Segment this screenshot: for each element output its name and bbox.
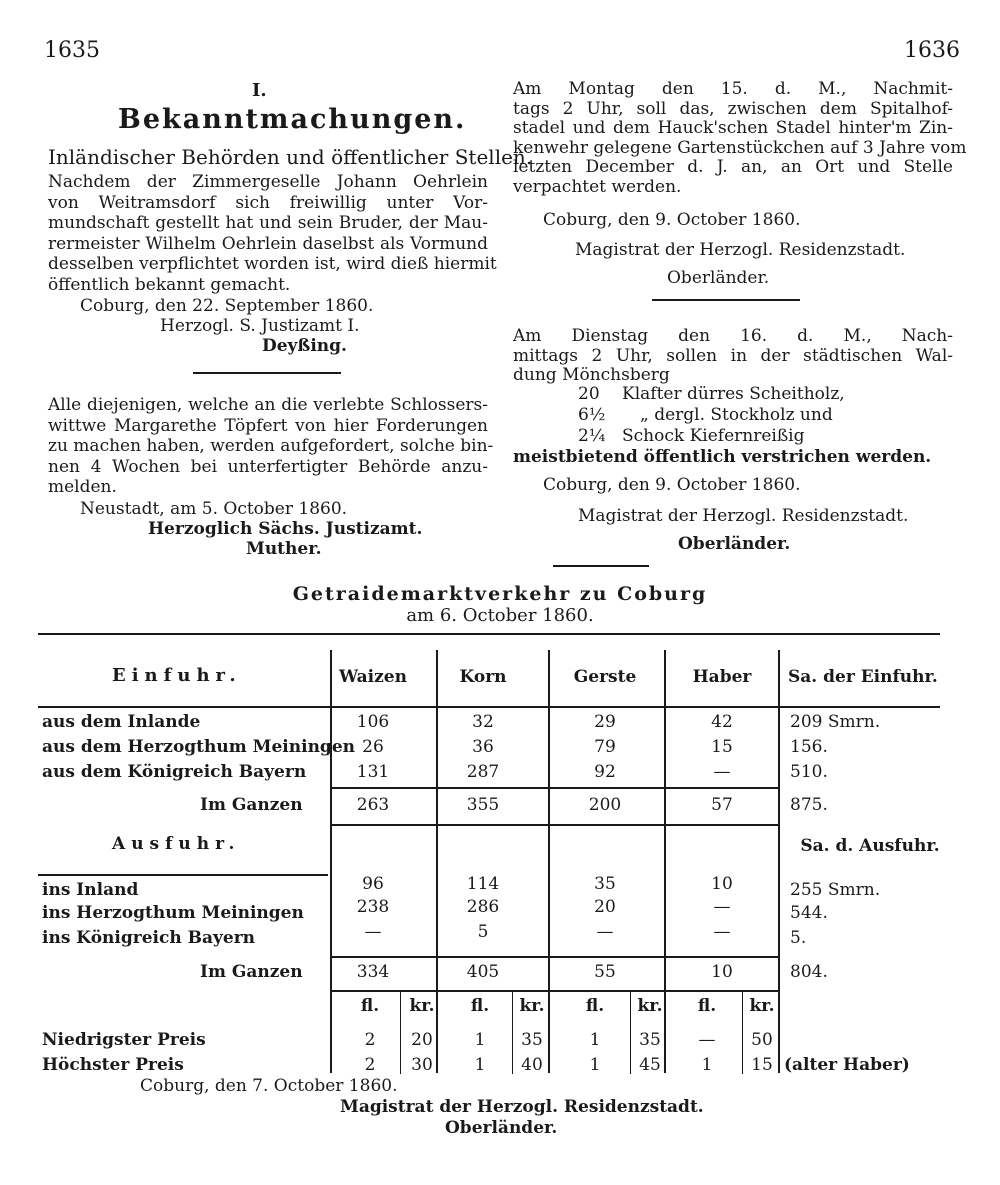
header-c1: Waizen — [339, 667, 407, 687]
table-cell: — — [713, 922, 731, 942]
notice4-place-date: Coburg, den 9. October 1860. — [543, 475, 801, 495]
text-line: mundschaft gestellt hat und sein Bruder, der Mau- — [48, 213, 488, 233]
ausfuhr-bottom-rule — [330, 990, 780, 992]
table-cell: 1 — [701, 1055, 713, 1075]
table-cell: 2 — [364, 1055, 376, 1075]
table-cell: 1 — [589, 1055, 601, 1075]
notice4-authority: Magistrat der Herzogl. Residenzstadt. — [578, 506, 909, 526]
text-line: Am Dienstag den 16. d. M., Nach- — [513, 326, 953, 346]
text-line: wittwe Margarethe Töpfert von hier Forderungen — [48, 415, 488, 436]
table-cell: 510. — [790, 762, 828, 782]
table-cell: 1 — [474, 1030, 486, 1050]
unit-kr: kr. — [749, 996, 775, 1016]
text-line: tags 2 Uhr, soll das, zwischen dem Spitalhof- — [513, 98, 953, 119]
einfuhr-total-label: Im Ganzen — [200, 795, 303, 815]
wood-item-2-qty: 6½ — [578, 405, 606, 425]
section-numeral: I. — [252, 80, 267, 101]
table-row-label: ins Königreich Bayern — [42, 928, 256, 948]
table-cell: 106 — [356, 712, 390, 732]
notice2-signer: Muther. — [246, 539, 322, 559]
section-subtitle: Inländischer Behörden und öffentlicher Stellen. — [48, 145, 533, 169]
market-signer: Oberländer. — [445, 1118, 558, 1138]
table-cell: 50 — [751, 1030, 773, 1050]
header-ausfuhr-sum: Sa. d. Ausfuhr. — [800, 836, 940, 856]
market-date: am 6. October 1860. — [406, 605, 594, 626]
table-cell: 57 — [711, 795, 733, 815]
table-cell: — — [596, 922, 614, 942]
table-cell: 114 — [466, 874, 500, 894]
table-cell: 200 — [588, 795, 622, 815]
table-cell: 355 — [466, 795, 500, 815]
price-note: (alter Haber) — [784, 1055, 910, 1075]
text-line: Nachdem der Zimmergeselle Johann Oehrlein — [48, 172, 488, 192]
table-row-label: aus dem Herzogthum Meiningen — [42, 737, 355, 757]
text-line: desselben verpflichtet worden ist, wird dieß hiermit — [48, 254, 497, 274]
table-cell: 30 — [411, 1055, 433, 1075]
table-cell: 26 — [362, 737, 384, 757]
page-number-left: 1635 — [44, 38, 100, 63]
price-row-label: Höchster Preis — [42, 1055, 184, 1075]
text-line: letzten December d. J. an, an Ort und Stelle — [513, 157, 953, 177]
unit-kr: kr. — [637, 996, 663, 1016]
table-cell: 1 — [474, 1055, 486, 1075]
text-line: kenwehr gelegene Gartenstückchen auf 3 Jahre vom — [513, 137, 967, 158]
header-c3: Gerste — [573, 667, 637, 687]
einfuhr-bottom-rule — [330, 824, 780, 826]
text-line: Am Montag den 15. d. M., Nachmit- — [513, 79, 953, 99]
table-cell: 20 — [411, 1030, 433, 1050]
text-line: rermeister Wilhelm Oehrlein daselbst als Vormund — [48, 233, 488, 254]
text-line: nen 4 Wochen bei unterfertigter Behörde anzu- — [48, 456, 488, 477]
wood-item-3-text: Schock Kiefernreißig — [622, 426, 805, 446]
table-row-label: aus dem Königreich Bayern — [42, 762, 307, 782]
table-row-label: ins Herzogthum Meiningen — [42, 903, 304, 923]
table-cell: 263 — [356, 795, 390, 815]
table-cell: 55 — [594, 962, 616, 982]
text-line: stadel und dem Hauck'schen Stadel hinter'm Zin- — [513, 118, 953, 138]
text-line: zu machen haben, werden aufgefordert, solche bin- — [48, 436, 494, 456]
table-cell: 35 — [594, 874, 616, 894]
header-c4: Haber — [692, 667, 752, 687]
table-cell: — — [713, 762, 731, 782]
notice3-place-date: Coburg, den 9. October 1860. — [543, 210, 801, 230]
table-cell: 79 — [594, 737, 616, 757]
notice4-signer: Oberländer. — [678, 534, 791, 554]
table-row-label: ins Inland — [42, 880, 139, 900]
table-cell: 131 — [356, 762, 390, 782]
table-cell: 238 — [356, 897, 390, 917]
table-cell: 96 — [362, 874, 384, 894]
ausfuhr-total-label: Im Ganzen — [200, 962, 303, 982]
table-cell: 804. — [790, 962, 828, 982]
table-cell: 35 — [639, 1030, 661, 1050]
wood-item-1-text: Klafter dürres Scheitholz, — [622, 384, 845, 404]
header-ausfuhr: Ausfuhr. — [112, 834, 241, 854]
notice2-authority: Herzoglich Sächs. Justizamt. — [148, 519, 423, 539]
table-cell: 35 — [521, 1030, 543, 1050]
notice3-signer: Oberländer. — [667, 268, 770, 288]
table-cell: 2 — [364, 1030, 376, 1050]
table-cell: 29 — [594, 712, 616, 732]
notice2-place-date: Neustadt, am 5. October 1860. — [80, 499, 348, 519]
table-cell: 5 — [477, 922, 489, 942]
section-title: Bekanntmachungen. — [118, 104, 467, 135]
table-cell: 40 — [521, 1055, 543, 1075]
table-cell: 15 — [711, 737, 733, 757]
market-title: Getraidemarktverkehr zu Coburg — [292, 583, 708, 605]
table-cell: 92 — [594, 762, 616, 782]
price-row-label: Niedrigster Preis — [42, 1030, 206, 1050]
table-cell: 10 — [711, 874, 733, 894]
table-cell: 20 — [594, 897, 616, 917]
notice1-signer: Deyßing. — [262, 336, 347, 356]
table-cell: 209 Smrn. — [790, 712, 881, 732]
table-cell: — — [698, 1030, 716, 1050]
unit-fl: fl. — [470, 996, 490, 1016]
text-line: dung Mönchsberg — [513, 365, 670, 385]
ausfuhr-total-rule — [330, 956, 780, 958]
table-cell: 544. — [790, 903, 828, 923]
unit-fl: fl. — [360, 996, 380, 1016]
table-cell: 287 — [466, 762, 500, 782]
table-cell: 45 — [639, 1055, 661, 1075]
table-cell: 255 Smrn. — [790, 880, 881, 900]
separator-rule — [553, 565, 649, 567]
text-line: Alle diejenigen, welche an die verlebte Schlossers- — [48, 395, 488, 415]
table-cell: 875. — [790, 795, 828, 815]
text-line: von Weitramsdorf sich freiwillig unter Vor- — [48, 192, 488, 213]
ausfuhr-label-rule — [38, 874, 328, 876]
wood-item-2-text: „ dergl. Stockholz und — [640, 405, 833, 425]
separator-rule — [652, 299, 800, 301]
table-cell: 32 — [472, 712, 494, 732]
header-c2: Korn — [459, 667, 507, 687]
market-place-date: Coburg, den 7. October 1860. — [140, 1076, 398, 1096]
table-cell: 5. — [790, 928, 807, 948]
table-cell: 334 — [356, 962, 390, 982]
table-header-rule — [38, 706, 940, 708]
unit-kr: kr. — [409, 996, 435, 1016]
header-c5: Sa. der Einfuhr. — [788, 667, 938, 687]
table-row-label: aus dem Inlande — [42, 712, 201, 732]
text-line: melden. — [48, 477, 117, 497]
table-cell: 36 — [472, 737, 494, 757]
unit-kr: kr. — [519, 996, 545, 1016]
notice3-authority: Magistrat der Herzogl. Residenzstadt. — [575, 240, 906, 260]
table-top-rule — [38, 633, 940, 635]
table-cell: 405 — [466, 962, 500, 982]
table-cell: 42 — [711, 712, 733, 732]
table-cell: 156. — [790, 737, 828, 757]
text-line: öffentlich bekannt gemacht. — [48, 274, 291, 295]
text-line: mittags 2 Uhr, sollen in der städtischen Wal- — [513, 345, 953, 366]
fl-kr-divider — [400, 992, 401, 1074]
notice4-closing: meistbietend öffentlich verstrichen werden. — [513, 447, 932, 467]
text-line: verpachtet werden. — [513, 176, 682, 197]
wood-item-3-qty: 2¼ — [578, 426, 606, 446]
header-einfuhr: Einfuhr. — [112, 665, 242, 686]
notice1-authority: Herzogl. S. Justizamt I. — [160, 316, 360, 336]
wood-item-1-qty: 20 — [578, 384, 600, 404]
einfuhr-total-rule — [330, 787, 780, 789]
separator-rule — [193, 372, 341, 374]
notice1-place-date: Coburg, den 22. September 1860. — [80, 296, 374, 316]
unit-fl: fl. — [697, 996, 717, 1016]
table-cell: 286 — [466, 897, 500, 917]
table-cell: 1 — [589, 1030, 601, 1050]
table-cell: — — [364, 922, 382, 942]
page-number-right: 1636 — [904, 38, 960, 63]
unit-fl: fl. — [585, 996, 605, 1016]
table-cell: 15 — [751, 1055, 773, 1075]
market-authority: Magistrat der Herzogl. Residenzstadt. — [340, 1097, 704, 1117]
table-cell: 10 — [711, 962, 733, 982]
table-cell: — — [713, 897, 731, 917]
